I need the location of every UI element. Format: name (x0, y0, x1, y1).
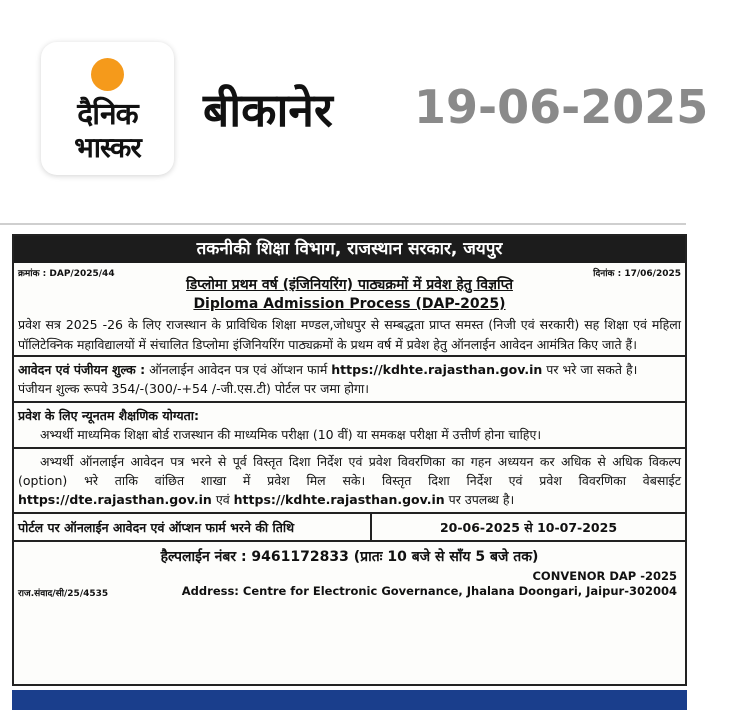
eligibility-text: अभ्यर्थी माध्यमिक शिक्षा बोर्ड राजस्थान की माध्यमिक परीक्षा (10 वीं) या समकक्ष परीक्षा में उत्तीर्ण होना चाहिए। (40, 427, 542, 442)
edition-city: बीकानेर (203, 83, 333, 137)
address: Address: Centre for Electronic Governance, Jhalana Doongari, Jaipur-302004 (181, 584, 677, 598)
department-heading: तकनीकी शिक्षा विभाग, राजस्थान सरकार, जयपुर (14, 236, 685, 263)
fee-label: आवेदन एवं पंजीयन शुल्क : (18, 362, 146, 377)
instructions-url-2[interactable]: https://kdhte.rajasthan.gov.in (233, 492, 445, 507)
edition-date: 19-06-2025 (414, 80, 709, 134)
notice-title-english (14, 296, 685, 312)
instructions-section (14, 447, 685, 512)
eligibility-label: प्रवेश के लिए न्यूनतम शैक्षणिक योग्यता: (18, 408, 199, 423)
fee-section (14, 355, 685, 401)
dates-row (14, 512, 685, 540)
fee-text-3: पंजीयन शुल्क रूपये 354/-(300/-+54 /-जी.एस.टी) पोर्टल पर जमा होगा। (18, 381, 369, 396)
address-row (14, 583, 685, 601)
notice-title-english-text: Diploma Admission Process (DAP-2025) (193, 296, 506, 312)
instructions-text-2: पर उपलब्ध है। (444, 492, 515, 507)
dates-value: 20-06-2025 से 10-07-2025 (439, 520, 618, 535)
instructions-url-1[interactable]: https://dte.rajasthan.gov.in (18, 492, 212, 507)
logo-line-1: दैनिक (77, 97, 138, 132)
logo-line-2: भास्कर (74, 131, 141, 164)
sun-icon (91, 58, 124, 91)
convenor: CONVENOR DAP -2025 (532, 569, 677, 583)
notice-box (12, 234, 687, 686)
reference-row (14, 263, 685, 279)
reference-number: क्रमांक : DAP/2025/44 (18, 269, 115, 279)
reference-date: दिनांक : 17/06/2025 (593, 269, 681, 279)
publication-code: राज.संवाद/सी/25/4535 (18, 589, 109, 599)
instructions-text-1: अभ्यर्थी ऑनलाईन आवेदन पत्र भरने से पूर्व विस्तृत दिशा निर्देश एवं प्रवेश विवरणिका का गहन अध्ययन कर अधिक से अधिक विकल्प (option) भरे ताकि वांछित शाखा में प्रवेश मिल सके। विस्तृत दिशा निर्देश एवं प्रवेश विवरणिका वेबसाईट (18, 454, 681, 488)
next-advert-band (12, 690, 687, 710)
intro-paragraph: प्रवेश सत्र 2025 -26 के लिए राजस्थान के प्राविधिक शिक्षा मण्डल,जोधपुर से सम्बद्धता प्राप्त समस्त (निजी एवं सरकारी) सह शिक्षा एवं महिला पॉलिटेक्निक महाविद्यालयों में संचालित डिप्लोमा इंजिनियरिंग पाठ्यक्रमों के प्रथम वर्ष में प्रवेश हेतु ऑनलाईन आवेदन आमंत्रित किए जाते हैं। (18, 317, 681, 352)
eligibility-section (14, 401, 685, 447)
dates-label: पोर्टल पर ऑनलाईन आवेदन एवं ऑप्शन फार्म भरने की तिथि (14, 514, 372, 540)
instructions-mid: एवं (211, 492, 234, 507)
divider (0, 223, 686, 225)
fee-url-link[interactable]: https://kdhte.rajasthan.gov.in (331, 362, 543, 377)
dainik-bhaskar-logo (41, 42, 174, 175)
fee-text-2: पर भरे जा सकते है। (542, 362, 638, 377)
fee-text-1: ऑनलाईन आवेदन पत्र एवं ऑप्शन फार्म (145, 362, 332, 377)
notice-title-hindi-text: डिप्लोमा प्रथम वर्ष (इंजिनियरिंग) पाठ्यक्रमों में प्रवेश हेतु विज्ञप्ति (186, 277, 513, 293)
helpline: हैल्पलाईन नंबर : 9461172833 (प्रातः 10 बजे से साँय 5 बजे तक) (14, 540, 685, 569)
